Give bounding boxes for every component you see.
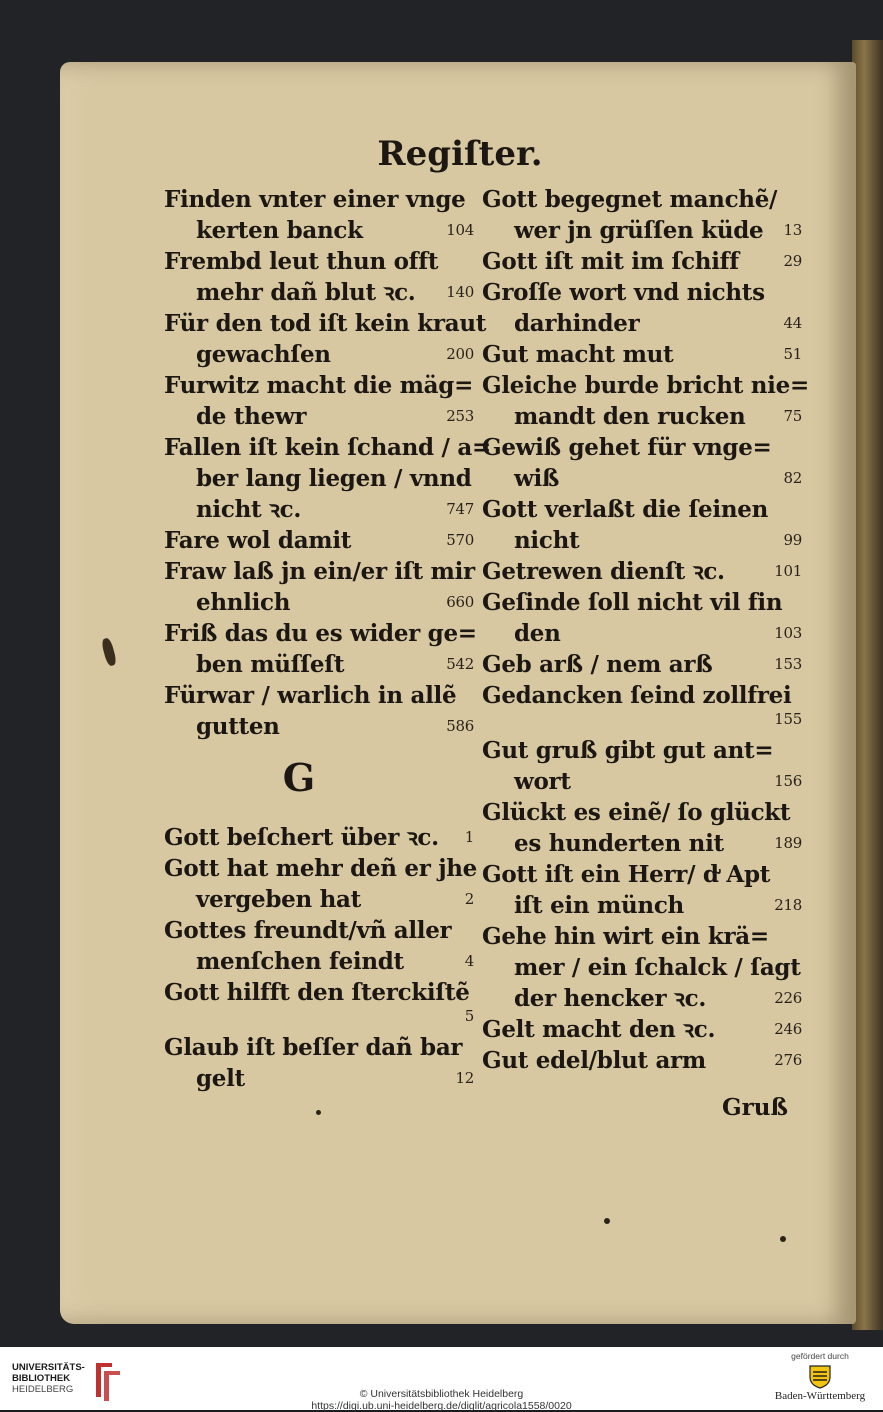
entry-text-line: Für den tod iſt kein kraut [164,310,487,337]
register-entry [164,525,474,556]
register-column-left [164,184,491,1094]
entry-text-line: darhinder 44 [514,310,802,337]
entry-text-line: ehnlich 660 [196,589,474,616]
library-name-line: BIBLIOTHEK [12,1373,71,1384]
register-entry [482,680,802,735]
register-entry [482,587,802,649]
register-entry [482,859,802,921]
entry-text-line: Glaub iſt beſſer dañ bar [164,1034,463,1061]
entry-text-line: Gott hat mehr deñ er jhe [164,855,477,882]
register-entry [482,735,802,797]
register-entry [164,556,474,618]
entry-text-line: Glückt es einẽ/ ſo glückt [482,799,791,826]
section-letter: G [282,755,316,800]
entry-text-line: nicht ꝛc. 747 [196,496,474,523]
register-entry [164,308,487,370]
ink-dot [604,1218,610,1224]
ink-dot [316,1110,321,1115]
page-reference: 103 [774,624,802,642]
entry-text-line: iſt ein münch 218 [514,892,802,919]
entry-text-line: Gedancken ſeind zollfrei [482,682,792,709]
register-entry [482,432,802,494]
page-reference: 82 [783,469,802,487]
entry-text-line: mer / ein ſchalck / ſagt [514,954,801,981]
register-entry [164,370,474,432]
permalink[interactable]: https://digi.ub.uni-heidelberg.de/diglit/agricola1558/0020 [311,1400,572,1412]
register-entry [164,1032,474,1094]
entry-text-line: Gelt macht den ꝛc. 246 [482,1016,802,1043]
entry-text-line: Gewiß gehet für vnge= [482,434,772,461]
ink-dot [780,1236,786,1242]
entry-text-line: gutten 586 [196,713,474,740]
entry-text-line: Fare wol damit 570 [164,527,474,554]
register-entry [482,370,809,432]
register-entry [482,277,802,339]
entry-text-line: Gleiche burde bricht nie= [482,372,809,399]
register-entry [482,339,802,370]
library-name-line: HEIDELBERG [12,1384,74,1395]
register-entry [164,246,474,308]
register-entry [482,797,802,859]
margin-ink-mark [101,637,118,667]
entry-text-line: Gott begegnet manchẽ/ [482,186,778,213]
page-reference: 276 [774,1051,802,1069]
entry-text-line: Gottes freundt/vñ aller [164,917,452,944]
entry-text-line: es hunderten nit 189 [514,830,802,857]
entry-text-line: Fraw laß jn ein/er iſt mir [164,558,475,585]
page-reference: 51 [783,345,802,363]
entry-text-line: wiß 82 [514,465,802,492]
page-title: Regiſter. [377,134,543,174]
page-reference: 200 [446,345,474,363]
page-reference: 4 [464,952,474,970]
catchword: Gruß [722,1094,788,1121]
page-reference: 253 [446,407,474,425]
page-reference: 153 [774,655,802,673]
register-entry [164,853,477,915]
state-coat-of-arms-icon [807,1363,833,1389]
register-entry [482,649,802,680]
page-reference: 99 [783,531,802,549]
entry-text-line: ber lang liegen / vnnd [196,465,472,492]
register-entry [482,556,802,587]
page-reference: 44 [783,314,802,332]
entry-text-line: Fürwar / warlich in allẽ [164,682,457,709]
entry-text-line: Groſſe wort vnd nichts [482,279,765,306]
page-reference: 101 [774,562,802,580]
entry-text-line: Friß das du es wider ge= [164,620,477,647]
book-page [60,62,856,1324]
register-entry [482,246,802,277]
register-entry [164,977,474,1032]
page-reference-row [482,711,802,735]
entry-text-line: Gott iſt ein Herr/ d̛ Apt [482,861,771,888]
register-entry [482,184,802,246]
register-column-right [482,184,809,1076]
sponsor-name: Baden-Württemberg [774,1390,866,1402]
page-reference: 660 [446,593,474,611]
page-reference: 226 [774,989,802,1007]
entry-text-line: nicht 99 [514,527,802,554]
page-reference: 29 [783,252,802,270]
entry-text-line: Geſinde ſoll nicht vil fin [482,589,783,616]
page-reference: 586 [446,717,474,735]
register-entry [482,1045,802,1076]
entry-text-line: den 103 [514,620,802,647]
entry-text-line: Gut gruß gibt gut ant= [482,737,774,764]
entry-text-line: Getrewen dienſt ꝛc. 101 [482,558,802,585]
page-reference: 570 [446,531,474,549]
entry-text-line: Gott beſchert über ꝛc. 1 [164,824,474,851]
entry-text-line: vergeben hat 2 [196,886,474,913]
register-entry [164,184,474,246]
entry-text-line: mehr dañ blut ꝛc. 140 [196,279,474,306]
register-entry [482,494,802,556]
register-entry [164,432,491,525]
copyright-notice [0,1388,883,1412]
entry-text-line: Gut macht mut 51 [482,341,802,368]
entry-text-line: Fallen iſt kein ſchand / a= [164,434,491,461]
page-reference: 189 [774,834,802,852]
page-reference: 1 [464,828,474,846]
entry-text-line: menſchen feindt 4 [196,948,474,975]
book-edge [852,40,883,1330]
entry-text-line: der hencker ꝛc. 226 [514,985,802,1012]
page-reference: 747 [446,500,474,518]
page-reference: 5 [464,1007,474,1025]
entry-text-line: kerten banck 104 [196,217,474,244]
page-reference: 542 [446,655,474,673]
page-reference: 13 [783,221,802,239]
register-entry [164,618,477,680]
entry-text-line: ben müſſeſt 542 [196,651,474,678]
page-reference: 140 [446,283,474,301]
page-reference: 2 [464,890,474,908]
entry-text-line: Finden vnter einer vnge [164,186,466,213]
entry-text-line: gewachſen 200 [196,341,474,368]
entry-text-line: wort 156 [514,768,802,795]
page-reference: 246 [774,1020,802,1038]
entry-text-line: Gott hilfft den ſterckiſtẽ [164,979,470,1006]
register-entry [482,921,802,1014]
register-entry [164,822,474,853]
entry-text-line: de thewr 253 [196,403,474,430]
entry-text-line: Gott verlaßt die ſeinen [482,496,769,523]
page-reference: 75 [783,407,802,425]
register-entry [164,915,474,977]
copyright-text: © Universitätsbibliothek Heidelberg [359,1388,524,1400]
entry-text-line: Gott iſt mit im ſchiff 29 [482,248,802,275]
page-reference: 218 [774,896,802,914]
library-name-line: UNIVERSITÄTS- [12,1362,85,1373]
entry-text-line: gelt 12 [196,1065,474,1092]
register-entry [164,680,474,742]
entry-text-line: wer jn grüſſen küde 13 [514,217,802,244]
entry-text-line: mandt den rucken 75 [514,403,802,430]
page-reference: 156 [774,772,802,790]
page-reference: 155 [774,710,802,728]
viewer-footer [0,1347,883,1410]
entry-text-line: Geb arß / nem arß 153 [482,651,802,678]
entry-text-line: Gut edel/blut arm 276 [482,1047,802,1074]
sponsor-block[interactable] [770,1351,870,1402]
register-entry [482,1014,802,1045]
page-reference-row [164,1008,474,1032]
sponsor-label: gefördert durch [791,1351,849,1361]
page-reference: 12 [455,1069,474,1087]
entry-text-line: Gehe hin wirt ein krä= [482,923,769,950]
entry-text-line: Frembd leut thun offt [164,248,439,275]
entry-text-line: Furwitz macht die mäg= [164,372,474,399]
page-reference: 104 [446,221,474,239]
